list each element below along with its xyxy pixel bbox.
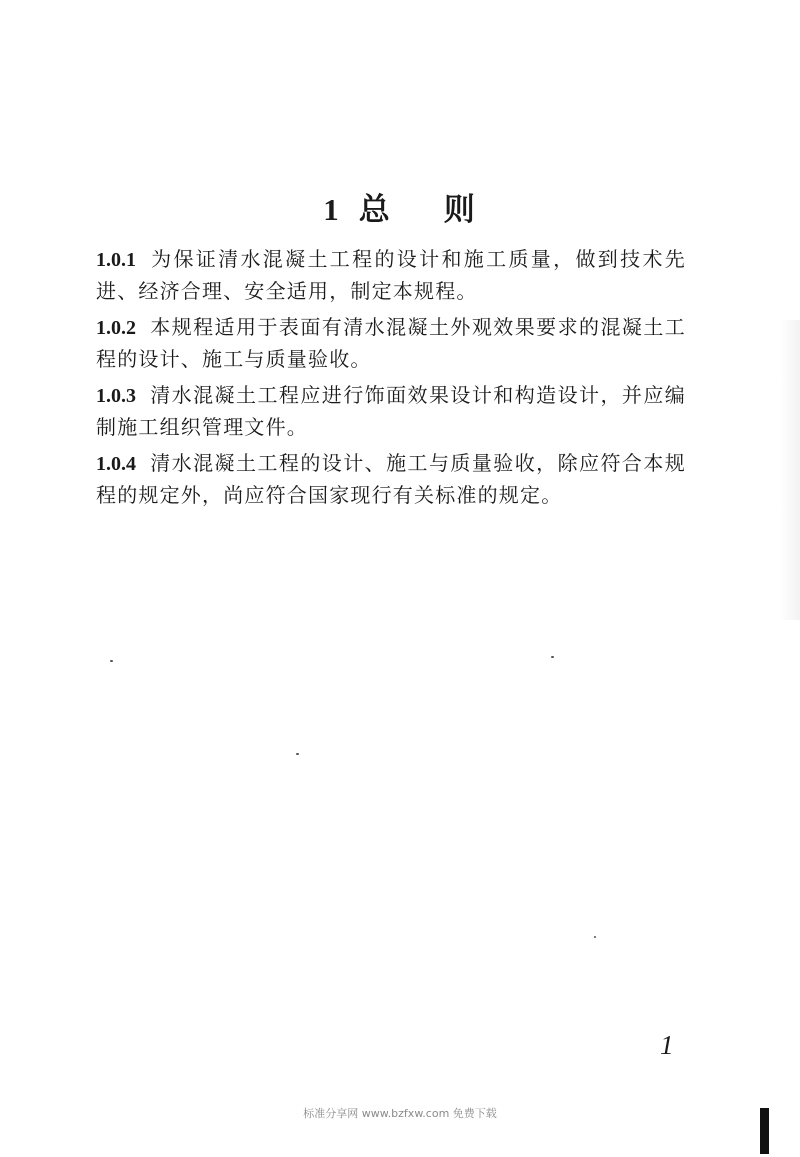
scan-speck	[296, 753, 299, 755]
scan-speck	[110, 660, 113, 662]
clause-text: 本规程适用于表面有清水混凝土外观效果要求的混凝土工程的设计、施工与质量验收。	[96, 315, 686, 371]
clause-1-0-1	[96, 244, 686, 307]
scan-speck	[594, 936, 596, 938]
scan-speck	[551, 656, 554, 658]
clause-text: 清水混凝土工程应进行饰面效果设计和构造设计，并应编制施工组织管理文件。	[96, 383, 686, 439]
chapter-title-part2: 则	[443, 191, 477, 228]
clause-number: 1.0.2	[96, 317, 136, 339]
clause-number: 1.0.4	[96, 453, 136, 475]
clause-number: 1.0.1	[96, 249, 136, 271]
clause-text: 清水混凝土工程的设计、施工与质量验收，除应符合本规程的规定外，尚应符合国家现行有关标准的规定。	[96, 451, 686, 507]
clause-1-0-2	[96, 312, 686, 375]
clause-text: 为保证清水混凝土工程的设计和施工质量，做到技术先进、经济合理、安全适用，制定本规程。	[96, 247, 686, 303]
chapter-number: 1	[323, 191, 341, 227]
page-number: 1	[660, 1030, 674, 1060]
chapter-title-part1: 总	[358, 191, 392, 228]
scan-edge-bar	[760, 1108, 769, 1154]
clause-1-0-4	[96, 448, 686, 511]
footer-watermark: 标准分享网 www.bzfxw.com 免费下载	[303, 1107, 497, 1120]
clause-list	[96, 244, 686, 516]
clause-1-0-3	[96, 380, 686, 443]
scan-edge-shadow	[780, 320, 800, 620]
clause-number: 1.0.3	[96, 385, 136, 407]
chapter-title	[0, 184, 800, 229]
